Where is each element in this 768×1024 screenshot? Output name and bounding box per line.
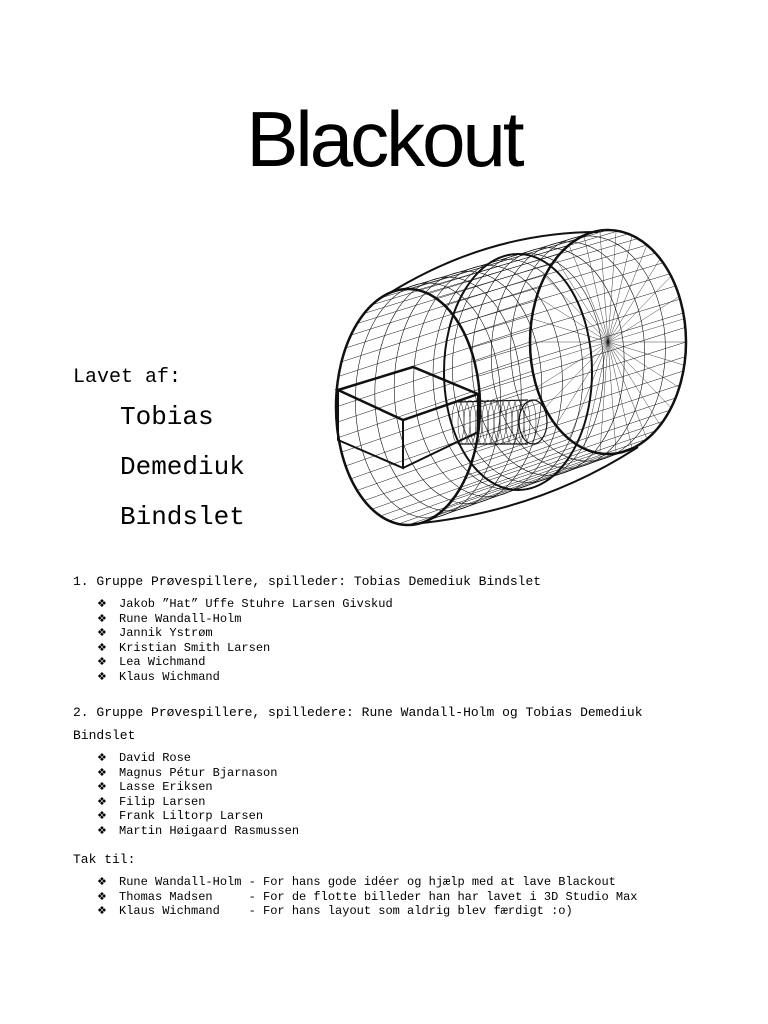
four-diamond-bullet-icon: ❖ — [97, 597, 107, 610]
four-diamond-bullet-icon: ❖ — [97, 765, 107, 779]
four-diamond-bullet-icon: ❖ — [97, 780, 107, 794]
four-diamond-bullet-icon: ❖ — [97, 669, 107, 683]
member-name: Martin Høigaard Rasmussen — [119, 823, 300, 838]
member-name: David Rose — [119, 751, 192, 765]
list-item — [97, 612, 393, 627]
member-name: Rune Wandall-Holm — [119, 611, 242, 626]
group2-heading: 2. Gruppe Prøvespillere, spilledere: Rune Wandall-Holm og Tobias Demediuk — [73, 705, 643, 720]
list-item — [97, 809, 299, 824]
list-item — [97, 597, 393, 612]
list-item — [97, 780, 299, 795]
thanks-heading: Tak til: — [73, 852, 136, 867]
list-item — [97, 890, 637, 905]
author-first-name: Tobias — [120, 402, 214, 432]
thanks-entry: Rune Wandall-Holm - For hans gode idéer og hjælp med at lave Blackout — [119, 875, 616, 889]
four-diamond-bullet-icon: ❖ — [97, 809, 107, 823]
list-item — [97, 904, 637, 919]
made-by-label: Lavet af: — [73, 366, 182, 389]
group1-member-list — [97, 597, 393, 685]
wireframe-cylinder-illustration — [318, 222, 700, 534]
member-name: Magnus Pétur Bjarnason — [119, 765, 278, 780]
list-item — [97, 626, 393, 641]
list-item — [97, 875, 637, 890]
four-diamond-bullet-icon: ❖ — [97, 904, 107, 918]
list-item — [97, 670, 393, 685]
four-diamond-bullet-icon: ❖ — [97, 611, 107, 625]
member-name: Frank Liltorp Larsen — [119, 809, 264, 824]
group2-heading-continued: Bindslet — [73, 728, 136, 743]
four-diamond-bullet-icon: ❖ — [97, 889, 107, 903]
list-item — [97, 766, 299, 781]
list-item — [97, 795, 299, 810]
four-diamond-bullet-icon: ❖ — [97, 640, 107, 654]
member-name: Filip Larsen — [119, 794, 206, 809]
member-name: Lasse Eriksen — [119, 780, 213, 795]
group1-heading: 1. Gruppe Prøvespillere, spilleder: Tobias Demediuk Bindslet — [73, 574, 542, 589]
thanks-list — [97, 875, 637, 919]
four-diamond-bullet-icon: ❖ — [97, 794, 107, 808]
member-name: Jakob ”Hat” Uffe Stuhre Larsen Givskud — [119, 597, 393, 611]
member-name: Klaus Wichmand — [119, 669, 220, 684]
thanks-entry: Klaus Wichmand - For hans layout som aldrig blev færdigt :o) — [119, 904, 573, 919]
list-item — [97, 655, 393, 670]
author-middle-name: Demediuk — [120, 452, 245, 482]
four-diamond-bullet-icon: ❖ — [97, 823, 107, 837]
author-last-name: Bindslet — [120, 502, 245, 532]
list-item — [97, 751, 299, 766]
four-diamond-bullet-icon: ❖ — [97, 655, 107, 669]
list-item — [97, 824, 299, 839]
member-name: Lea Wichmand — [119, 655, 206, 670]
four-diamond-bullet-icon: ❖ — [97, 751, 107, 764]
four-diamond-bullet-icon: ❖ — [97, 875, 107, 888]
list-item — [97, 641, 393, 656]
group2-member-list — [97, 751, 299, 839]
document-title: Blackout — [246, 95, 522, 183]
member-name: Kristian Smith Larsen — [119, 640, 271, 655]
member-name: Jannik Ystrøm — [119, 626, 213, 641]
four-diamond-bullet-icon: ❖ — [97, 626, 107, 640]
thanks-entry: Thomas Madsen - For de flotte billeder han har lavet i 3D Studio Max — [119, 889, 638, 904]
